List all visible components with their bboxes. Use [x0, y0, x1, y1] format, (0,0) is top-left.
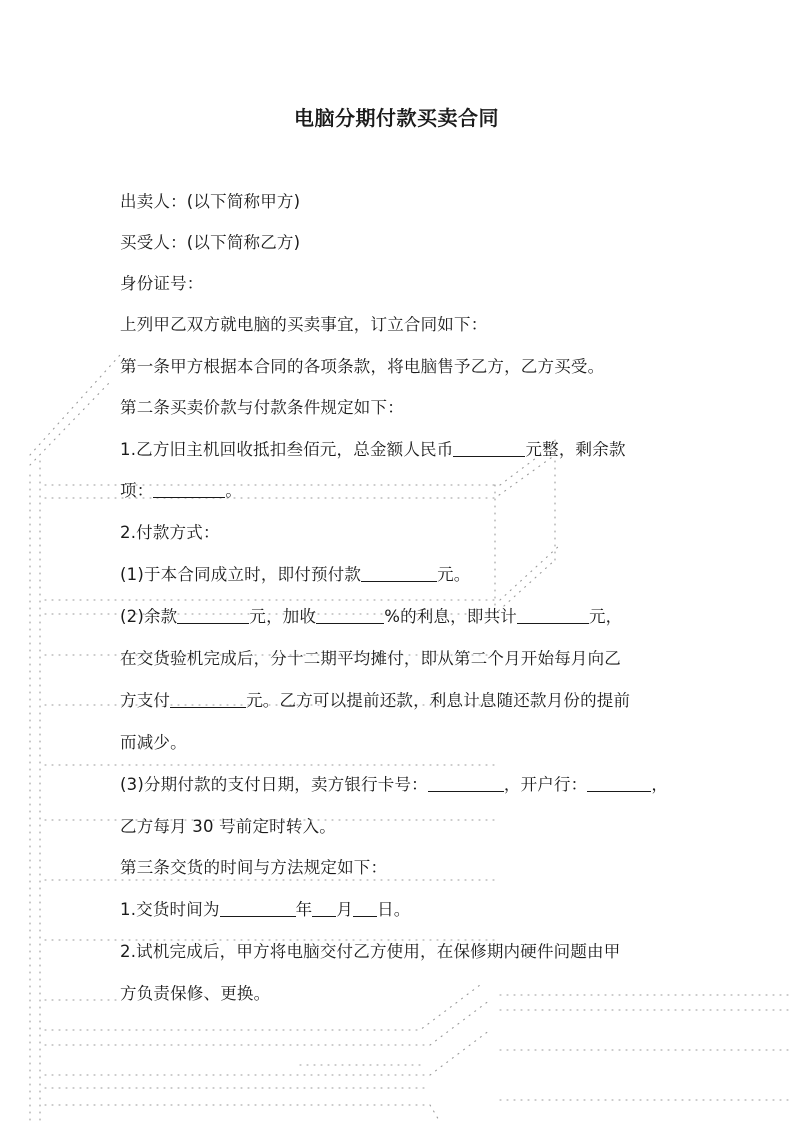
text-fragment: 元。: [437, 565, 471, 584]
down-payment-line: [120, 563, 470, 587]
down-payment-blank[interactable]: [361, 565, 437, 582]
article-one-line: 第一条甲方根据本合同的各项条款，将电脑售予乙方，乙方买受。: [120, 357, 605, 376]
warranty-line: 2.试机完成后，甲方将电脑交付乙方使用，在保修期内硬件问题由甲: [120, 942, 621, 961]
text-fragment: (2)余款: [120, 607, 178, 626]
text-fragment: 元整，剩余款: [525, 440, 626, 459]
delivery-day-blank[interactable]: [353, 900, 377, 917]
buyer-line: 买受人：(以下简称乙方): [120, 233, 301, 252]
monthly-payment-line: [120, 689, 630, 713]
text-fragment: %的利息，即共计: [384, 607, 517, 626]
total-due-blank[interactable]: [517, 607, 589, 624]
text-fragment: 1.乙方旧主机回收抵扣叁佰元，总金额人民币: [120, 440, 454, 459]
text-fragment: 年: [295, 900, 313, 919]
installment-line: 在交货验机完成后，分十二期平均摊付，即从第二个月开始每月向乙: [120, 649, 621, 668]
bank-card-blank[interactable]: [428, 775, 504, 792]
text-fragment: ，开户行：: [503, 775, 588, 794]
bank-account-line: [120, 773, 668, 797]
interest-rate-blank[interactable]: [316, 607, 384, 624]
document-title: 电脑分期付款买卖合同: [294, 106, 499, 130]
delivery-date-line: [120, 898, 410, 922]
text-fragment: 元，加收: [249, 607, 317, 626]
text-fragment: (1)于本合同成立时，即付预付款: [120, 565, 362, 584]
text-fragment: 月: [336, 900, 354, 919]
payment-method-heading: 2.付款方式：: [120, 523, 220, 542]
text-fragment: ，: [651, 775, 669, 794]
article-two-heading: 第二条买卖价款与付款条件规定如下：: [120, 398, 404, 417]
monthly-transfer-line: 乙方每月 30 号前定时转入。: [120, 817, 336, 836]
text-fragment: (3)分期付款的支付日期，卖方银行卡号：: [120, 775, 428, 794]
interest-decrease-line: 而减少。: [120, 733, 187, 752]
article-three-heading: 第三条交货的时间与方法规定如下：: [120, 858, 388, 877]
balance-blank[interactable]: [177, 607, 249, 624]
balance-interest-line: [120, 605, 622, 629]
seller-line: 出卖人：(以下简称甲方): [120, 192, 301, 211]
delivery-year-blank[interactable]: [220, 900, 296, 917]
total-amount-line: [120, 438, 626, 462]
text-fragment: 方支付: [120, 691, 171, 710]
id-number-line: 身份证号：: [120, 274, 204, 293]
monthly-payment-blank[interactable]: [170, 691, 246, 708]
total-amount-blank[interactable]: [453, 440, 525, 457]
remaining-amount-line: [120, 479, 242, 503]
text-fragment: 日。: [377, 900, 411, 919]
delivery-month-blank[interactable]: [312, 900, 336, 917]
text-fragment: 。: [225, 481, 243, 500]
warranty-continued-line: 方负责保修、更换。: [120, 984, 271, 1003]
text-fragment: 元。乙方可以提前还款，利息计息随还款月份的提前: [246, 691, 631, 710]
text-fragment: 元，: [588, 607, 623, 626]
text-fragment: 项：: [120, 481, 154, 500]
bank-branch-blank[interactable]: [587, 775, 651, 792]
text-fragment: 1.交货时间为: [120, 900, 220, 919]
remaining-amount-blank[interactable]: [153, 481, 225, 498]
preamble-line: 上列甲乙双方就电脑的买卖事宜，订立合同如下：: [120, 315, 488, 334]
